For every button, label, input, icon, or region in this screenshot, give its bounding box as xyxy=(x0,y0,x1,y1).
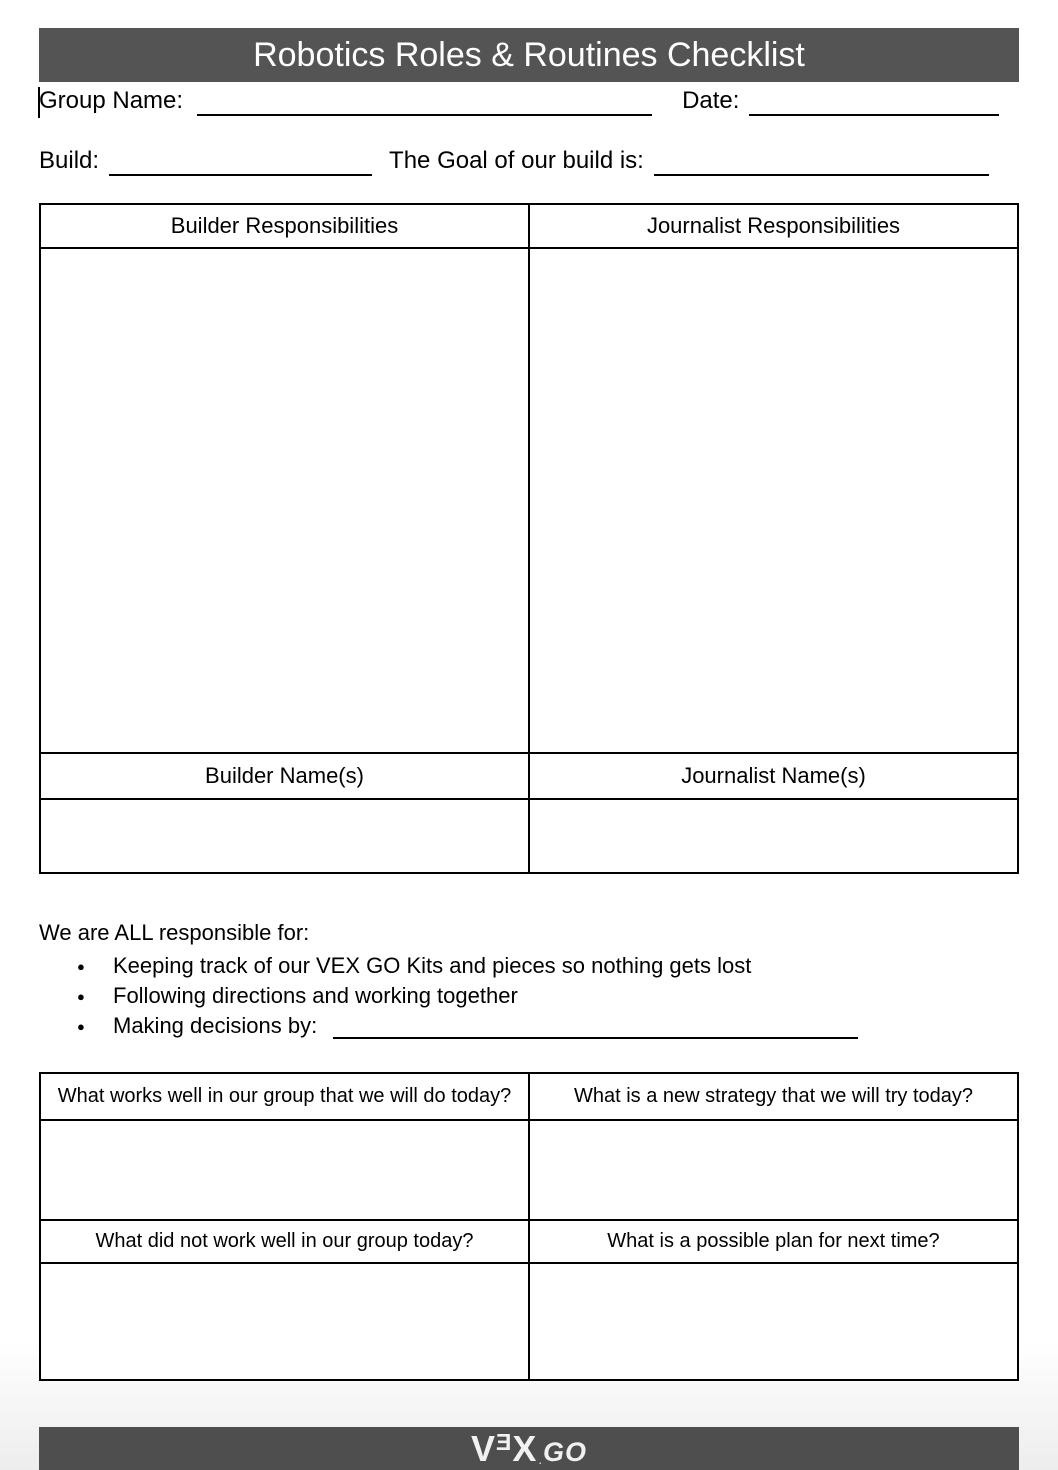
logo-letter-e: Ǝ xyxy=(496,1428,512,1455)
making-decisions-field[interactable] xyxy=(333,1027,858,1039)
page-title: Robotics Roles & Routines Checklist xyxy=(253,35,805,74)
responsibility-text: Following directions and working together xyxy=(113,983,518,1008)
works-well-cell[interactable] xyxy=(40,1120,529,1220)
date-label: Date: xyxy=(682,87,740,114)
logo-letter-x: X xyxy=(512,1427,537,1469)
builder-names-header: Builder Name(s) xyxy=(40,753,529,799)
builder-names-cell[interactable] xyxy=(40,799,529,873)
builder-responsibilities-header: Builder Responsibilities xyxy=(40,204,529,248)
vex-go-logo xyxy=(470,1427,587,1469)
logo-letter-v: V xyxy=(470,1427,495,1469)
responsibility-item-decisions xyxy=(39,1011,1019,1041)
responsibility-item-kits xyxy=(39,951,1019,981)
build-goal-row xyxy=(39,146,1019,176)
logo-dot: . xyxy=(538,1451,542,1467)
responsibility-item-directions xyxy=(39,981,1019,1011)
did-not-work-header: What did not work well in our group today? xyxy=(40,1220,529,1263)
journalist-responsibilities-cell[interactable] xyxy=(529,248,1018,753)
journalist-names-cell[interactable] xyxy=(529,799,1018,873)
journalist-responsibilities-header: Journalist Responsibilities xyxy=(529,204,1018,248)
reflection-header-row-2 xyxy=(40,1220,1018,1263)
date-field[interactable] xyxy=(749,86,999,116)
builder-responsibilities-cell[interactable] xyxy=(40,248,529,753)
works-well-header: What works well in our group that we will do today? xyxy=(40,1073,529,1120)
goal-field[interactable] xyxy=(654,146,989,176)
names-header-row xyxy=(40,753,1018,799)
names-body-row xyxy=(40,799,1018,873)
reflection-header-row-1 xyxy=(40,1073,1018,1120)
goal-label: The Goal of our build is: xyxy=(389,147,644,174)
responsibility-text: Making decisions by: xyxy=(113,1013,318,1038)
build-label: Build: xyxy=(39,147,100,174)
new-strategy-cell[interactable] xyxy=(529,1120,1018,1220)
reflection-table xyxy=(39,1072,1019,1381)
next-time-plan-cell[interactable] xyxy=(529,1263,1018,1380)
build-field[interactable] xyxy=(109,146,372,176)
reflection-body-row-2 xyxy=(40,1263,1018,1380)
reflection-body-row-1 xyxy=(40,1120,1018,1220)
new-strategy-header: What is a new strategy that we will try today? xyxy=(529,1073,1018,1120)
group-date-row xyxy=(39,86,1019,116)
footer-bar xyxy=(39,1427,1019,1470)
responsibilities-section xyxy=(39,918,1019,1041)
responsibility-text: Keeping track of our VEX GO Kits and pieces so nothing gets lost xyxy=(113,953,752,978)
responsibilities-intro: We are ALL responsible for: xyxy=(39,920,310,945)
logo-go: GO xyxy=(542,1436,587,1467)
responsibilities-header-row xyxy=(40,204,1018,248)
next-time-plan-header: What is a possible plan for next time? xyxy=(529,1220,1018,1263)
responsibilities-body-row xyxy=(40,248,1018,753)
roles-table xyxy=(39,203,1019,874)
responsibilities-list xyxy=(39,951,1019,1041)
did-not-work-cell[interactable] xyxy=(40,1263,529,1380)
group-name-label: Group Name: xyxy=(39,87,184,114)
group-name-field[interactable] xyxy=(197,86,652,116)
journalist-names-header: Journalist Name(s) xyxy=(529,753,1018,799)
title-bar xyxy=(39,28,1019,82)
